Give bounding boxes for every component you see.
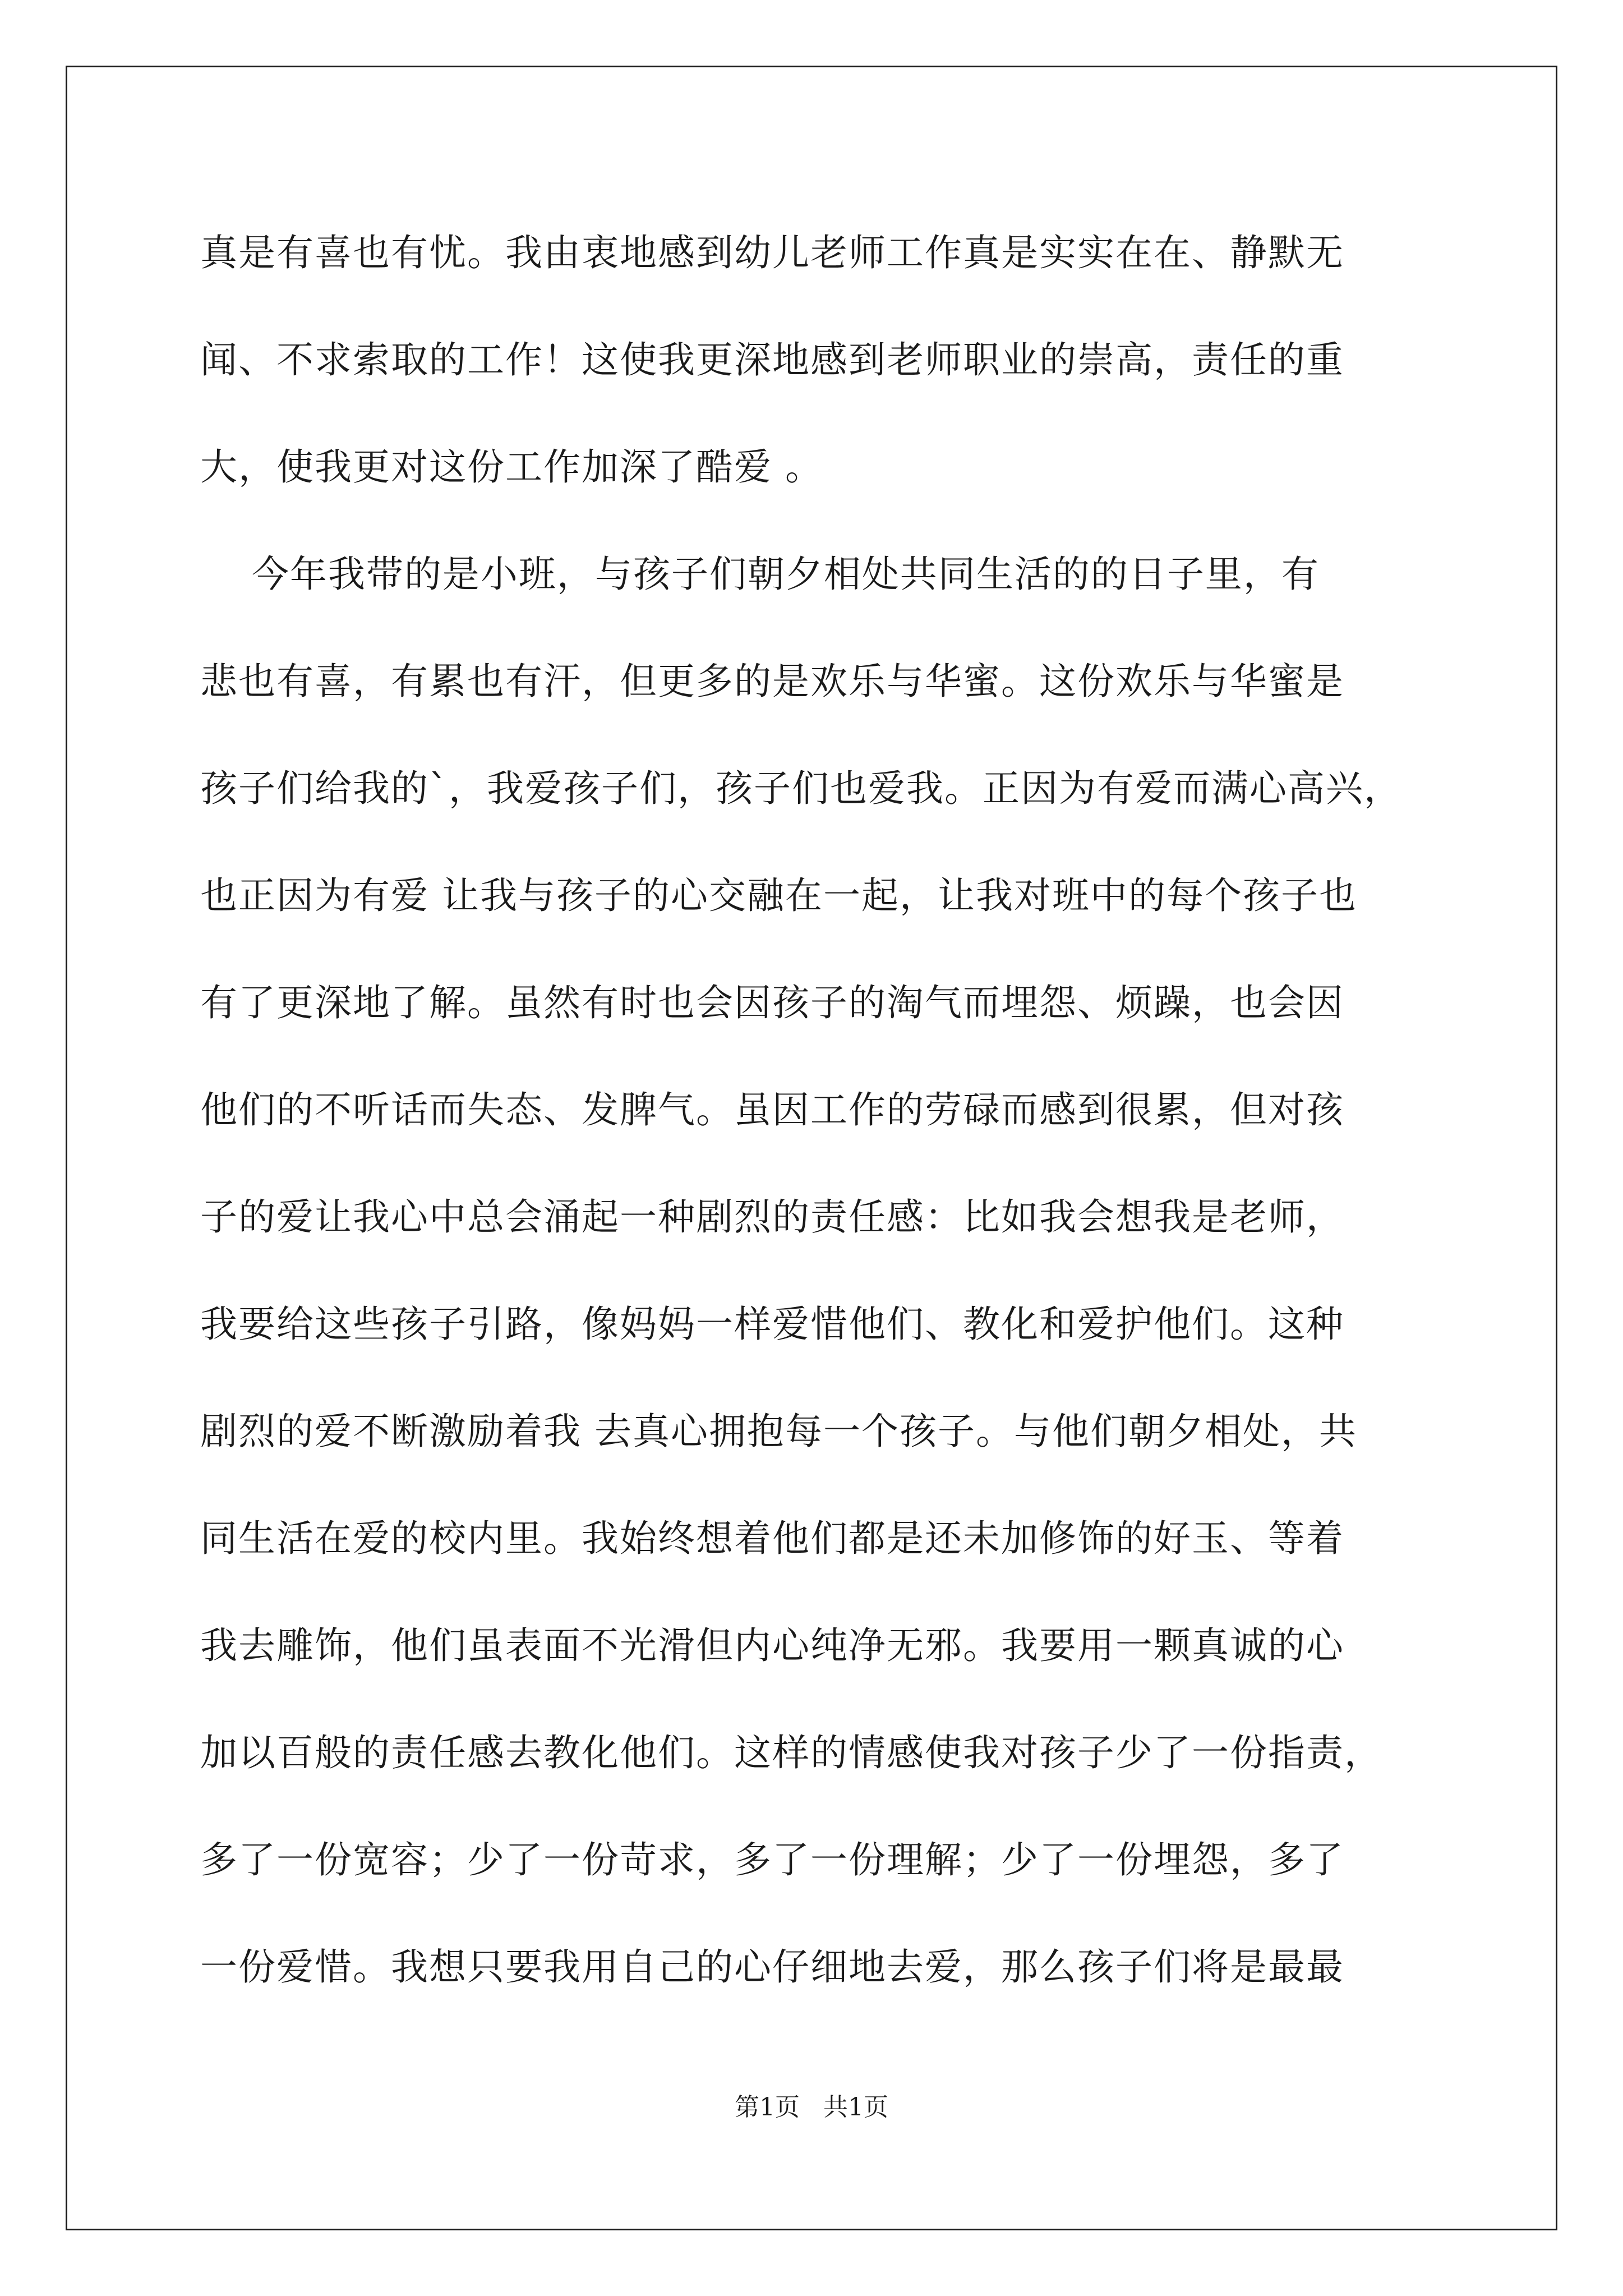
text-line: 剧烈的爱不断激励着我 去真心拥抱每一个孩子。与他们朝夕相处，共 — [200, 1410, 1357, 1453]
text-line: 子的爱让我心中总会涌起一种剧烈的责任感：比如我会想我是老师， — [200, 1195, 1344, 1239]
text-line: 真是有喜也有忧。我由衷地感到幼儿老师工作真是实实在在、静默无 — [200, 231, 1344, 274]
page-number: 第1页 共1页 — [735, 2093, 888, 2122]
text-line: 我去雕饰，他们虽表面不光滑但内心纯净无邪。我要用一颗真诚的心 — [200, 1624, 1344, 1667]
text-line: 有了更深地了解。虽然有时也会因孩子的淘气而埋怨、烦躁，也会因 — [200, 981, 1344, 1024]
text-line: 孩子们给我的`，我爱孩子们，孩子们也爱我。正因为有爱而满心高兴， — [200, 767, 1402, 810]
text-line: 多了一份宽容；少了一份苛求，多了一份理解；少了一份埋怨，多了 — [200, 1838, 1344, 1881]
text-line: 悲也有喜，有累也有汗，但更多的是欢乐与华蜜。这份欢乐与华蜜是 — [200, 660, 1344, 703]
text-line: 同生活在爱的校内里。我始终想着他们都是还未加修饰的好玉、等着 — [200, 1517, 1344, 1560]
text-line: 今年我带的是小班，与孩子们朝夕相处共同生活的的日子里，有 — [200, 553, 1320, 596]
text-line: 他们的不听话而失态、发脾气。虽因工作的劳碌而感到很累，但对孩 — [200, 1088, 1344, 1131]
text-line: 加以百般的责任感去教化他们。这样的情感使我对孩子少了一份指责， — [200, 1731, 1382, 1774]
text-line: 大，使我更对这份工作加深了酷爱 。 — [200, 445, 823, 489]
text-line: 我要给这些孩子引路，像妈妈一样爱惜他们、教化和爱护他们。这种 — [200, 1303, 1344, 1346]
text-line: 一份爱惜。我想只要我用自己的心仔细地去爱，那么孩子们将是最最 — [200, 1945, 1344, 1989]
text-line: 闻、不求索取的工作！这使我更深地感到老师职业的崇高，责任的重 — [200, 338, 1344, 381]
text-line: 也正因为有爱 让我与孩子的心交融在一起，让我对班中的每个孩子也 — [200, 874, 1357, 917]
